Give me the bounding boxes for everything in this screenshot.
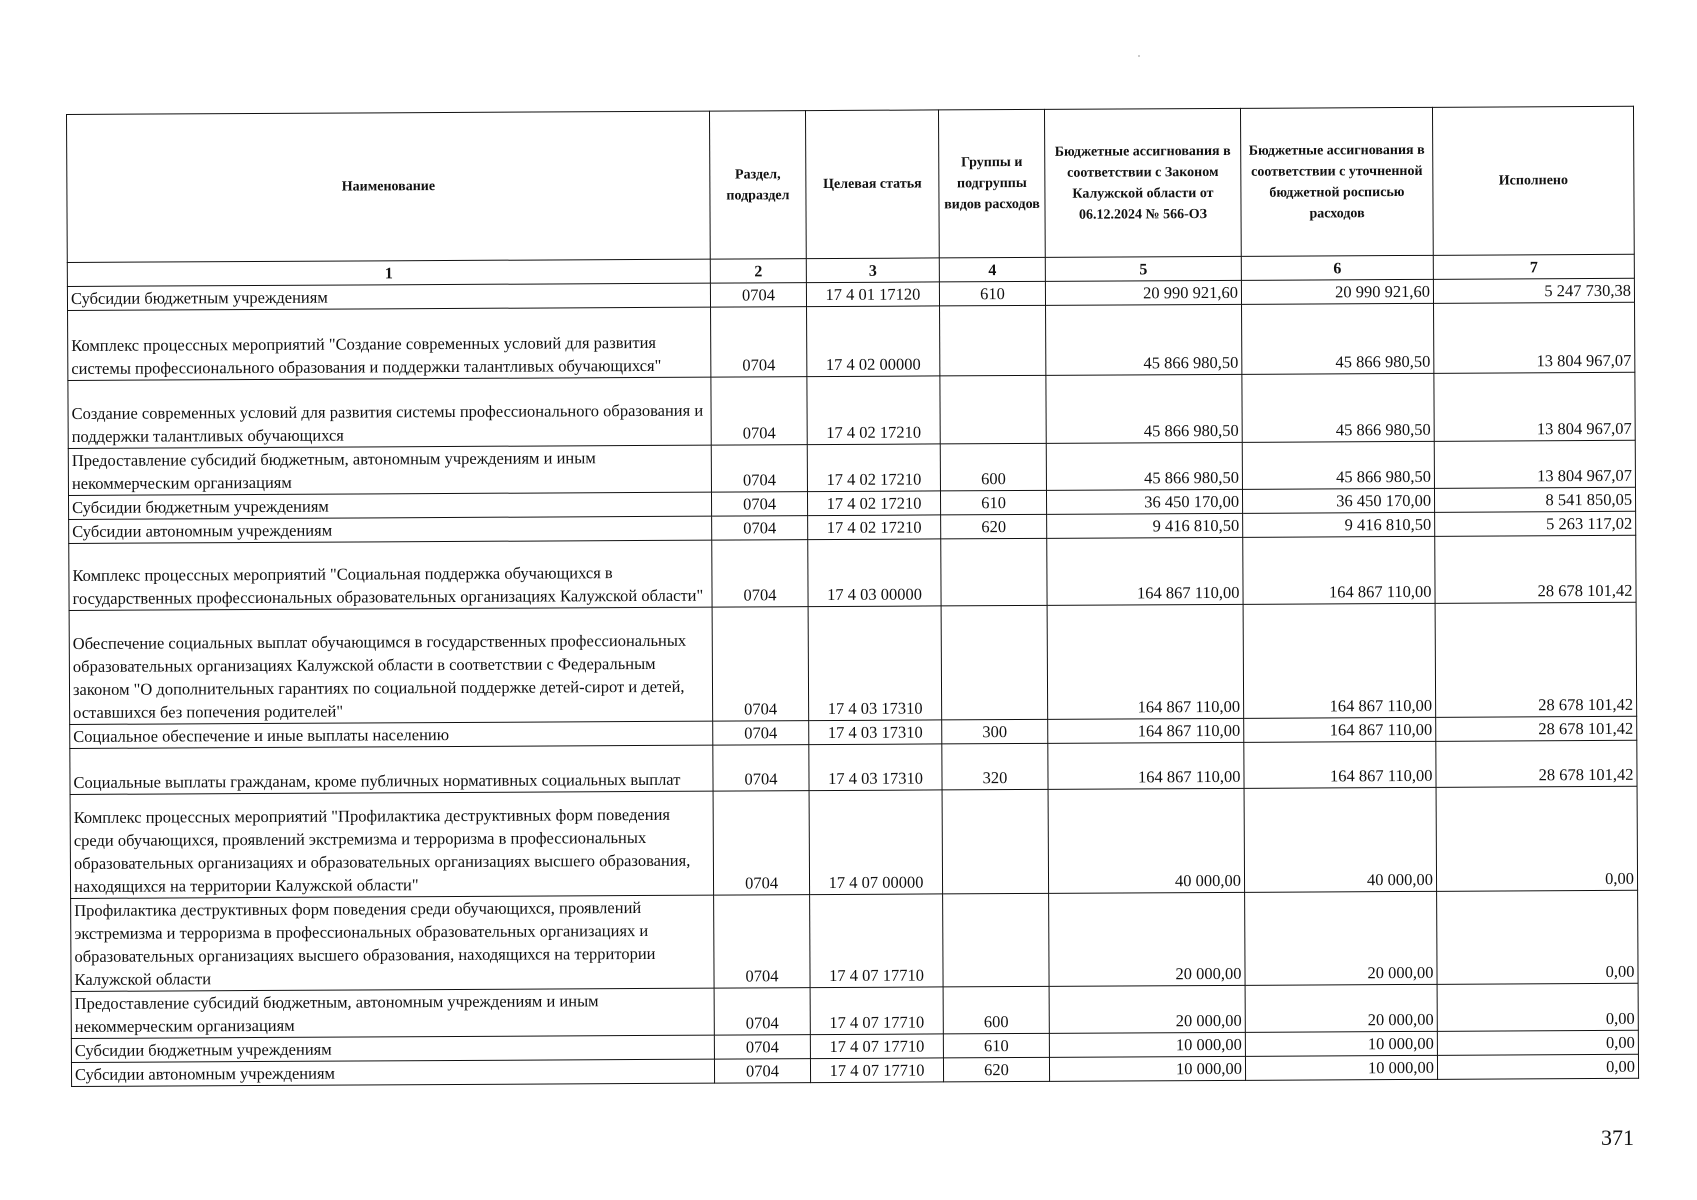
row-target-article: 17 4 01 17120: [806, 282, 939, 307]
row-law-allocation: 164 867 110,00: [1048, 742, 1244, 789]
row-target-article: 17 4 03 00000: [808, 539, 941, 607]
row-refined-allocation: 45 866 980,50: [1242, 373, 1434, 442]
table-row: [70, 740, 1637, 794]
row-executed: 0,00: [1437, 890, 1638, 984]
column-number: 4: [939, 257, 1045, 282]
row-law-allocation: 40 000,00: [1048, 788, 1245, 893]
row-name: Предоставление субсидий бюджетным, автономным учреждениям и иным некоммерческим организациям: [68, 445, 711, 495]
table-row: [69, 535, 1636, 610]
header-refined-allocations: Бюджетные ассигнования в соответствии с уточненной бюджетной росписью расходов: [1240, 107, 1433, 256]
header-target-article: Целевая статья: [805, 110, 939, 259]
table-row: [68, 302, 1635, 380]
row-law-allocation: 10 000,00: [1049, 1056, 1245, 1081]
row-name: Обеспечение социальных выплат обучающимся в государственных профессиональных образовательных организациях Калужской области в соответствии с Федеральным законом "О дополнительных гарантиях по социальной поддержке детей-сирот и детей, оставшихся без попечения родителей": [69, 607, 713, 724]
row-name: Создание современных условий для развития системы профессионального образования и поддержки талантливых обучающихся: [68, 377, 711, 448]
row-target-article: 17 4 07 17710: [810, 894, 943, 988]
row-executed: 8 541 850,05: [1434, 487, 1635, 512]
header-executed: Исполнено: [1432, 106, 1634, 255]
row-law-allocation: 45 866 980,50: [1046, 442, 1242, 490]
row-law-allocation: 36 450 170,00: [1046, 489, 1242, 514]
row-name: Субсидии автономным учреждениям: [71, 1059, 714, 1086]
row-name: Субсидии автономным учреждениям: [69, 516, 712, 543]
row-law-allocation: 20 000,00: [1049, 892, 1245, 986]
row-expense-group: [941, 538, 1047, 606]
table-row: [68, 440, 1635, 495]
row-refined-allocation: 20 990 921,60: [1241, 279, 1433, 304]
row-name: Профилактика деструктивных форм поведения среди обучающихся, проявлений экстремизма и терроризма в профессиональных образовательных организациях и образовательных организациях высшего образования, находящихся на территории Калужской области: [71, 895, 714, 991]
row-expense-group: 610: [943, 1033, 1049, 1058]
scan-speck: [1138, 55, 1140, 57]
table-row: [69, 602, 1637, 724]
row-expense-group: [941, 605, 1048, 720]
row-expense-group: 600: [940, 443, 1046, 491]
row-target-article: 17 4 02 00000: [807, 306, 940, 377]
row-executed: 13 804 967,07: [1434, 302, 1635, 373]
row-target-article: 17 4 02 17210: [807, 491, 940, 516]
table-row: [71, 983, 1638, 1038]
row-refined-allocation: 20 000,00: [1245, 984, 1437, 1032]
column-number: 1: [67, 259, 710, 286]
row-refined-allocation: 36 450 170,00: [1242, 488, 1434, 513]
row-target-article: 17 4 02 17210: [808, 515, 941, 540]
row-section: 0704: [711, 307, 807, 378]
row-target-article: 17 4 07 17710: [810, 1058, 943, 1083]
column-number: 2: [710, 259, 806, 284]
row-law-allocation: 164 867 110,00: [1047, 537, 1243, 605]
row-law-allocation: 45 866 980,50: [1046, 304, 1242, 375]
row-executed: 0,00: [1437, 983, 1638, 1031]
row-expense-group: [940, 375, 1046, 444]
row-target-article: 17 4 03 17310: [808, 606, 942, 721]
row-section: 0704: [713, 721, 809, 746]
row-target-article: 17 4 02 17210: [807, 444, 940, 492]
header-expense-groups: Группы и подгруппы видов расходов: [938, 109, 1045, 258]
row-refined-allocation: 20 000,00: [1245, 891, 1437, 985]
row-law-allocation: 10 000,00: [1049, 1032, 1245, 1057]
budget-table: [66, 106, 1639, 1087]
row-section: 0704: [714, 895, 810, 989]
row-target-article: 17 4 07 17710: [810, 1034, 943, 1059]
row-expense-group: 620: [943, 1057, 1049, 1082]
table-row: [68, 372, 1635, 448]
row-refined-allocation: 45 866 980,50: [1242, 441, 1434, 489]
row-target-article: 17 4 07 00000: [809, 790, 943, 895]
row-executed: 28 678 101,42: [1436, 740, 1637, 787]
row-refined-allocation: 9 416 810,50: [1243, 512, 1435, 537]
row-law-allocation: 20 990 921,60: [1045, 280, 1241, 305]
row-expense-group: [943, 893, 1049, 987]
row-name: Субсидии бюджетным учреждениям: [68, 492, 711, 519]
row-executed: 5 247 730,38: [1433, 278, 1634, 303]
row-refined-allocation: 164 867 110,00: [1244, 717, 1436, 742]
row-law-allocation: 20 000,00: [1049, 985, 1245, 1033]
row-refined-allocation: 40 000,00: [1244, 787, 1437, 892]
row-name: Субсидии бюджетным учреждениям: [71, 1035, 714, 1062]
row-executed: 13 804 967,07: [1434, 372, 1635, 441]
row-executed: 28 678 101,42: [1435, 535, 1636, 603]
row-executed: 0,00: [1437, 1030, 1638, 1055]
header-row: [67, 106, 1635, 262]
row-executed: 5 263 117,02: [1435, 511, 1636, 536]
row-target-article: 17 4 07 17710: [810, 987, 943, 1035]
row-section: 0704: [710, 283, 806, 308]
column-number: 6: [1241, 255, 1433, 280]
row-executed: 0,00: [1436, 786, 1638, 891]
page-number: 371: [1601, 1125, 1634, 1150]
row-refined-allocation: 164 867 110,00: [1243, 536, 1435, 604]
row-expense-group: 320: [942, 743, 1048, 790]
row-name: Комплекс процессных мероприятий "Социальная поддержка обучающихся в государственных профессиональных образовательных организациях Калужской области": [69, 540, 712, 610]
row-executed: 0,00: [1437, 1054, 1638, 1079]
row-refined-allocation: 10 000,00: [1245, 1055, 1437, 1080]
row-section: 0704: [713, 791, 810, 896]
row-section: 0704: [712, 540, 808, 608]
row-section: 0704: [711, 492, 807, 517]
table-row: [70, 786, 1638, 898]
row-executed: 28 678 101,42: [1435, 602, 1637, 717]
row-law-allocation: 164 867 110,00: [1048, 718, 1244, 743]
row-target-article: 17 4 03 17310: [809, 744, 942, 791]
row-name: Предоставление субсидий бюджетным, автономным учреждениям и иным некоммерческим организациям: [71, 988, 714, 1038]
row-law-allocation: 45 866 980,50: [1046, 374, 1242, 443]
row-name: Комплекс процессных мероприятий "Профилактика деструктивных форм поведения среди обучающихся, проявлений экстремизма и терроризма в профессиональных образовательных организациях и образовательных организациях высшего образования, находящихся на территории Калужской области": [70, 791, 714, 898]
row-name: Комплекс процессных мероприятий "Создание современных условий для развития системы профессионального образования и поддержки талантливых обучающихся": [68, 307, 711, 380]
row-law-allocation: 164 867 110,00: [1047, 604, 1244, 719]
row-section: 0704: [714, 1059, 810, 1084]
row-expense-group: [942, 789, 1049, 894]
column-number: 3: [806, 258, 939, 283]
row-expense-group: 300: [942, 719, 1048, 744]
row-executed: 28 678 101,42: [1436, 716, 1637, 741]
row-target-article: 17 4 02 17210: [807, 376, 940, 445]
row-section: 0704: [714, 988, 810, 1036]
row-refined-allocation: 10 000,00: [1245, 1031, 1437, 1056]
row-expense-group: [940, 305, 1046, 376]
row-section: 0704: [713, 745, 809, 792]
row-refined-allocation: 164 867 110,00: [1243, 603, 1436, 718]
header-law-allocations: Бюджетные ассигнования в соответствии с Законом Калужской области от 06.12.2024 № 566-ОЗ: [1044, 108, 1241, 257]
row-expense-group: 600: [943, 986, 1049, 1034]
row-name: Субсидии бюджетным учреждениям: [67, 283, 710, 310]
row-name: Социальное обеспечение и иные выплаты населению: [70, 721, 713, 748]
row-expense-group: 610: [940, 490, 1046, 515]
row-expense-group: 620: [941, 514, 1047, 539]
column-number: 7: [1433, 254, 1634, 279]
row-target-article: 17 4 03 17310: [809, 720, 942, 745]
row-law-allocation: 9 416 810,50: [1047, 513, 1243, 538]
row-section: 0704: [712, 607, 809, 722]
row-section: 0704: [711, 377, 807, 446]
row-section: 0704: [714, 1035, 810, 1060]
row-executed: 13 804 967,07: [1434, 440, 1635, 488]
row-refined-allocation: 164 867 110,00: [1244, 741, 1436, 788]
table-body: [67, 278, 1638, 1086]
header-name: Наименование: [67, 111, 711, 262]
header-section: Раздел, подраздел: [709, 111, 806, 260]
row-refined-allocation: 45 866 980,50: [1242, 303, 1434, 374]
row-name: Социальные выплаты гражданам, кроме публичных нормативных социальных выплат: [70, 745, 713, 794]
table-row: [71, 890, 1638, 991]
row-section: 0704: [712, 516, 808, 541]
row-section: 0704: [711, 445, 807, 493]
column-number: 5: [1045, 256, 1241, 281]
row-expense-group: 610: [939, 281, 1045, 306]
